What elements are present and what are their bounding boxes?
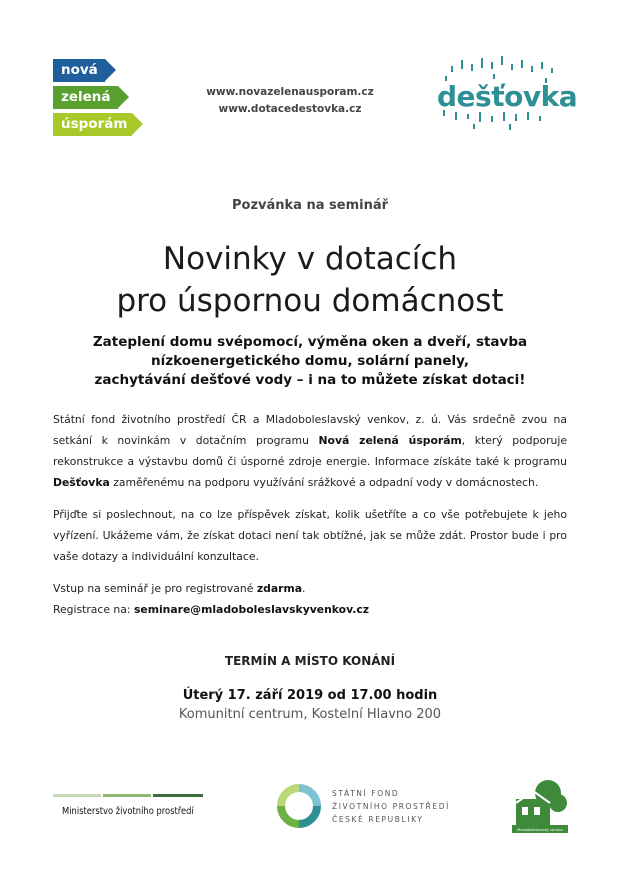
title-line-1: Novinky v dotacích (162, 241, 458, 277)
nzu-logo-word-nova: nová (53, 59, 105, 82)
nzu-logo-word-zelena: zelená (53, 86, 118, 109)
nzu-logo-word-usporam: úsporám (53, 113, 132, 136)
invitation-kicker: Pozvánka na seminář (231, 198, 389, 213)
sfzp-name: STÁTNÍ FOND ŽIVOTNÍHO PROSTŘEDÍ ČESKÉ REPUBLIKY (332, 789, 450, 824)
program-destovka-name: Dešťovka (53, 476, 110, 489)
mas-logo-text: Mladoboleslavský venkov (517, 828, 563, 832)
event-heading: TERMÍN A MÍSTO KONÁNÍ (224, 654, 396, 668)
title-line-2: pro úspornou domácnost (116, 283, 504, 319)
subtitle-line-1: Zateplení domu svépomocí, výměna oken a dveří, stavba (92, 334, 528, 350)
details-paragraph: Přijďte si poslechnout, na co lze příspěvek získat, kolik ušetříte a co vše potřebujete k jeho vyřízení. Ukážeme vám, že získat dotaci není tak obtížné, jak se může zdát. Prostor bude i pro vaše dotazy a individuální konzultace. (53, 508, 567, 563)
free-entry-label: zdarma (256, 582, 303, 595)
website-links (200, 84, 380, 118)
destovka-wordmark: dešťovka (437, 80, 578, 113)
registration-paragraph: Vstup na seminář je pro registrované zdarma. Registrace na: seminare@mladoboleslavskyvenkov.cz (53, 582, 370, 616)
intro-paragraph: Státní fond životního prostředí ČR a Mladoboleslavský venkov, z. ú. Vás srdečně zvou na setkání k novinkám v dotačním programu Nová zelená úsporám, který podporuje rekonstrukce a výstavbu domů či úsporné zdroje energie. Informace získáte také k programu Dešťovka zaměřenému na podporu využívání srážkové a odpadní vody v domácnostech. (53, 413, 567, 489)
url-nzu[interactable]: www.novazelenausporam.cz (206, 86, 374, 98)
program-nzu-name: Nová zelená úsporám (318, 434, 462, 447)
event-date: Úterý 17. září 2019 od 17.00 hodin (182, 688, 438, 703)
event-place: Komunitní centrum, Kostelní Hlavno 200 (178, 707, 442, 722)
subtitle (80, 333, 540, 390)
subtitle-line-2: nízkoenergetického domu, solární panely, (151, 353, 469, 369)
sfzp-ring-icon (276, 783, 322, 829)
subtitle-line-3: zachytávání dešťové vody – i na to můžete získat dotaci! (94, 372, 526, 388)
mas-logo (512, 779, 568, 835)
ministry-stripes-icon (53, 793, 203, 799)
ministry-name: Ministerstvo životního prostředí (62, 806, 194, 817)
url-destovka[interactable]: www.dotacedestovka.cz (218, 103, 362, 115)
registration-email[interactable]: seminare@mladoboleslavskyvenkov.cz (133, 603, 370, 616)
page-title (0, 238, 620, 322)
